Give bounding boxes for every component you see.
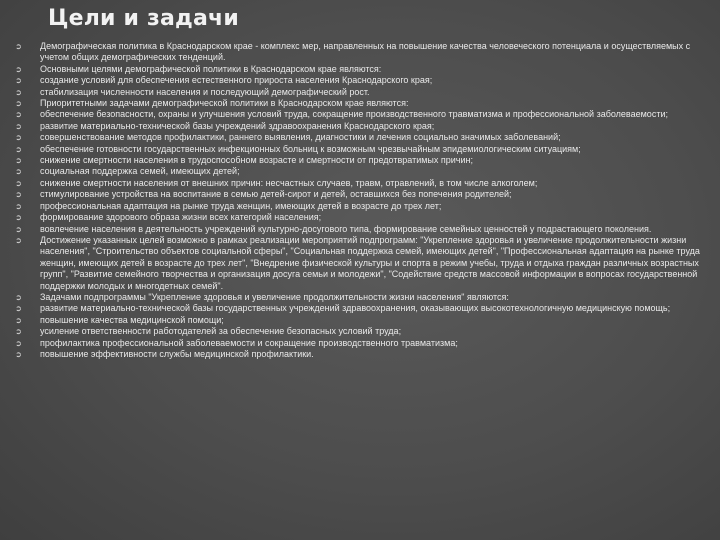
circle-arrow-bullet-icon: ➲ (15, 201, 22, 211)
list-item-text: социальная поддержка семей, имеющих детей; (40, 166, 240, 177)
list-item (14, 315, 716, 326)
circle-arrow-bullet-icon: ➲ (15, 87, 22, 97)
list-item (14, 303, 716, 314)
list-item-text: обеспечение готовности государственных инфекционных больниц к возможным чрезвычайным эпидемиологическим ситуациям; (40, 143, 581, 154)
list-item (14, 224, 716, 235)
circle-arrow-bullet-icon: ➲ (15, 235, 22, 245)
circle-arrow-bullet-icon: ➲ (15, 292, 22, 302)
circle-arrow-bullet-icon: ➲ (15, 338, 22, 348)
slide-title: Цели и задачи (48, 6, 239, 31)
circle-arrow-bullet-icon: ➲ (15, 327, 22, 337)
list-item-text: профилактика профессиональной заболеваемости и сокращение производственного травматизма; (40, 337, 458, 348)
list-item-text: развитие материально-технической базы государственных учреждений здравоохранения, оказывающих высокотехнологичную медицинскую помощь; (40, 303, 671, 314)
list-item-text: совершенствование методов профилактики, раннего выявления, диагностики и лечения социально значимых заболеваний; (40, 132, 561, 143)
list-item-text: обеспечение безопасности, охраны и улучшения условий труда, сокращение производственного травматизма и профессиональной заболеваемости; (40, 109, 668, 120)
circle-arrow-bullet-icon: ➲ (15, 121, 22, 131)
circle-arrow-bullet-icon: ➲ (15, 315, 22, 325)
list-item (14, 349, 716, 360)
list-item (14, 326, 716, 337)
list-item (14, 292, 716, 303)
list-item-text: профессиональная адаптация на рынке труда женщин, имеющих детей в возрасте до трех лет; (40, 200, 442, 211)
list-item (14, 338, 716, 349)
list-item (14, 166, 716, 177)
circle-arrow-bullet-icon: ➲ (15, 304, 22, 314)
list-item-text: снижение смертности населения в трудоспособном возрасте и смертности от предотвратимых причин; (40, 155, 473, 166)
bullet-list (14, 41, 716, 360)
list-item-text: стабилизация численности населения и последующий демографический рост. (40, 86, 370, 97)
list-item-text: Задачами подпрограммы "Укрепление здоровья и увеличение продолжительности жизни населения" являются: (40, 291, 509, 302)
circle-arrow-bullet-icon: ➲ (15, 110, 22, 120)
list-item-text: стимулирование устройства на воспитание в семью детей-сирот и детей, оставшихся без попечения родителей; (40, 189, 512, 200)
circle-arrow-bullet-icon: ➲ (15, 99, 22, 109)
list-item (14, 64, 716, 75)
list-item (14, 109, 716, 120)
list-item (14, 155, 716, 166)
circle-arrow-bullet-icon: ➲ (15, 349, 22, 359)
circle-arrow-bullet-icon: ➲ (15, 190, 22, 200)
list-item (14, 98, 716, 109)
list-item-text: повышение качества медицинской помощи; (40, 314, 224, 325)
list-item (14, 189, 716, 200)
list-item (14, 178, 716, 189)
list-item-text: повышение эффективности службы медицинской профилактики. (40, 348, 314, 359)
list-item (14, 201, 716, 212)
list-item-text: усиление ответственности работодателей за обеспечение безопасных условий труда; (40, 326, 402, 337)
list-item-text: Приоритетными задачами демографической политики в Краснодарском крае являются: (40, 98, 409, 109)
list-item (14, 41, 716, 64)
list-item-text: снижение смертности населения от внешних причин: несчастных случаев, травм, отравлений, в том числе алкоголем; (40, 177, 538, 188)
list-item (14, 87, 716, 98)
circle-arrow-bullet-icon: ➲ (15, 144, 22, 154)
list-item-text: Демографическая политика в Краснодарском крае - комплекс мер, направленных на повышение качества человеческого потенциала и осуществляемых с учетом общих демографических тенденций. (40, 41, 691, 63)
list-item-text: формирование здорового образа жизни всех категорий населения; (40, 212, 322, 223)
circle-arrow-bullet-icon: ➲ (15, 167, 22, 177)
circle-arrow-bullet-icon: ➲ (15, 76, 22, 86)
list-item (14, 121, 716, 132)
circle-arrow-bullet-icon: ➲ (15, 224, 22, 234)
circle-arrow-bullet-icon: ➲ (15, 213, 22, 223)
circle-arrow-bullet-icon: ➲ (15, 64, 22, 74)
list-item (14, 212, 716, 223)
circle-arrow-bullet-icon: ➲ (15, 178, 22, 188)
circle-arrow-bullet-icon: ➲ (15, 156, 22, 166)
circle-arrow-bullet-icon: ➲ (15, 133, 22, 143)
list-item-text: Основными целями демографической политики в Краснодарском крае являются: (40, 63, 382, 74)
list-item (14, 132, 716, 143)
list-item (14, 235, 716, 292)
circle-arrow-bullet-icon: ➲ (15, 42, 22, 51)
list-item (14, 75, 716, 86)
list-item-text: вовлечение населения в деятельность учреждений культурно-досугового типа, формирование семейных ценностей у подрастающего поколения. (40, 223, 652, 234)
list-item (14, 144, 716, 155)
list-item-text: развитие материально-технической базы учреждений здравоохранения Краснодарского края; (40, 120, 435, 131)
list-item-text: Достижение указанных целей возможно в рамках реализации мероприятий подпрограмм: "Укрепление здоровья и увеличение продолжительности жизни населения", "Строительство объектов социальной сферы", "Социальная поддержка семей, имеющих детей", "Профессиональная адаптация на рынке труда женщин, имеющих детей в возрасте до трех лет", "Внедрение физической культуры и спорта в режим учебы, труда и отдыха граждан различных возрастных групп", "Развитие семейного творчества и организация досуга семьи и молодежи", "Содействие средств массовой информации в вопросах государственной поддержки молодых и многодетных семей". (40, 234, 700, 291)
list-item-text: создание условий для обеспечения естественного прироста населения Краснодарского края; (40, 75, 433, 86)
